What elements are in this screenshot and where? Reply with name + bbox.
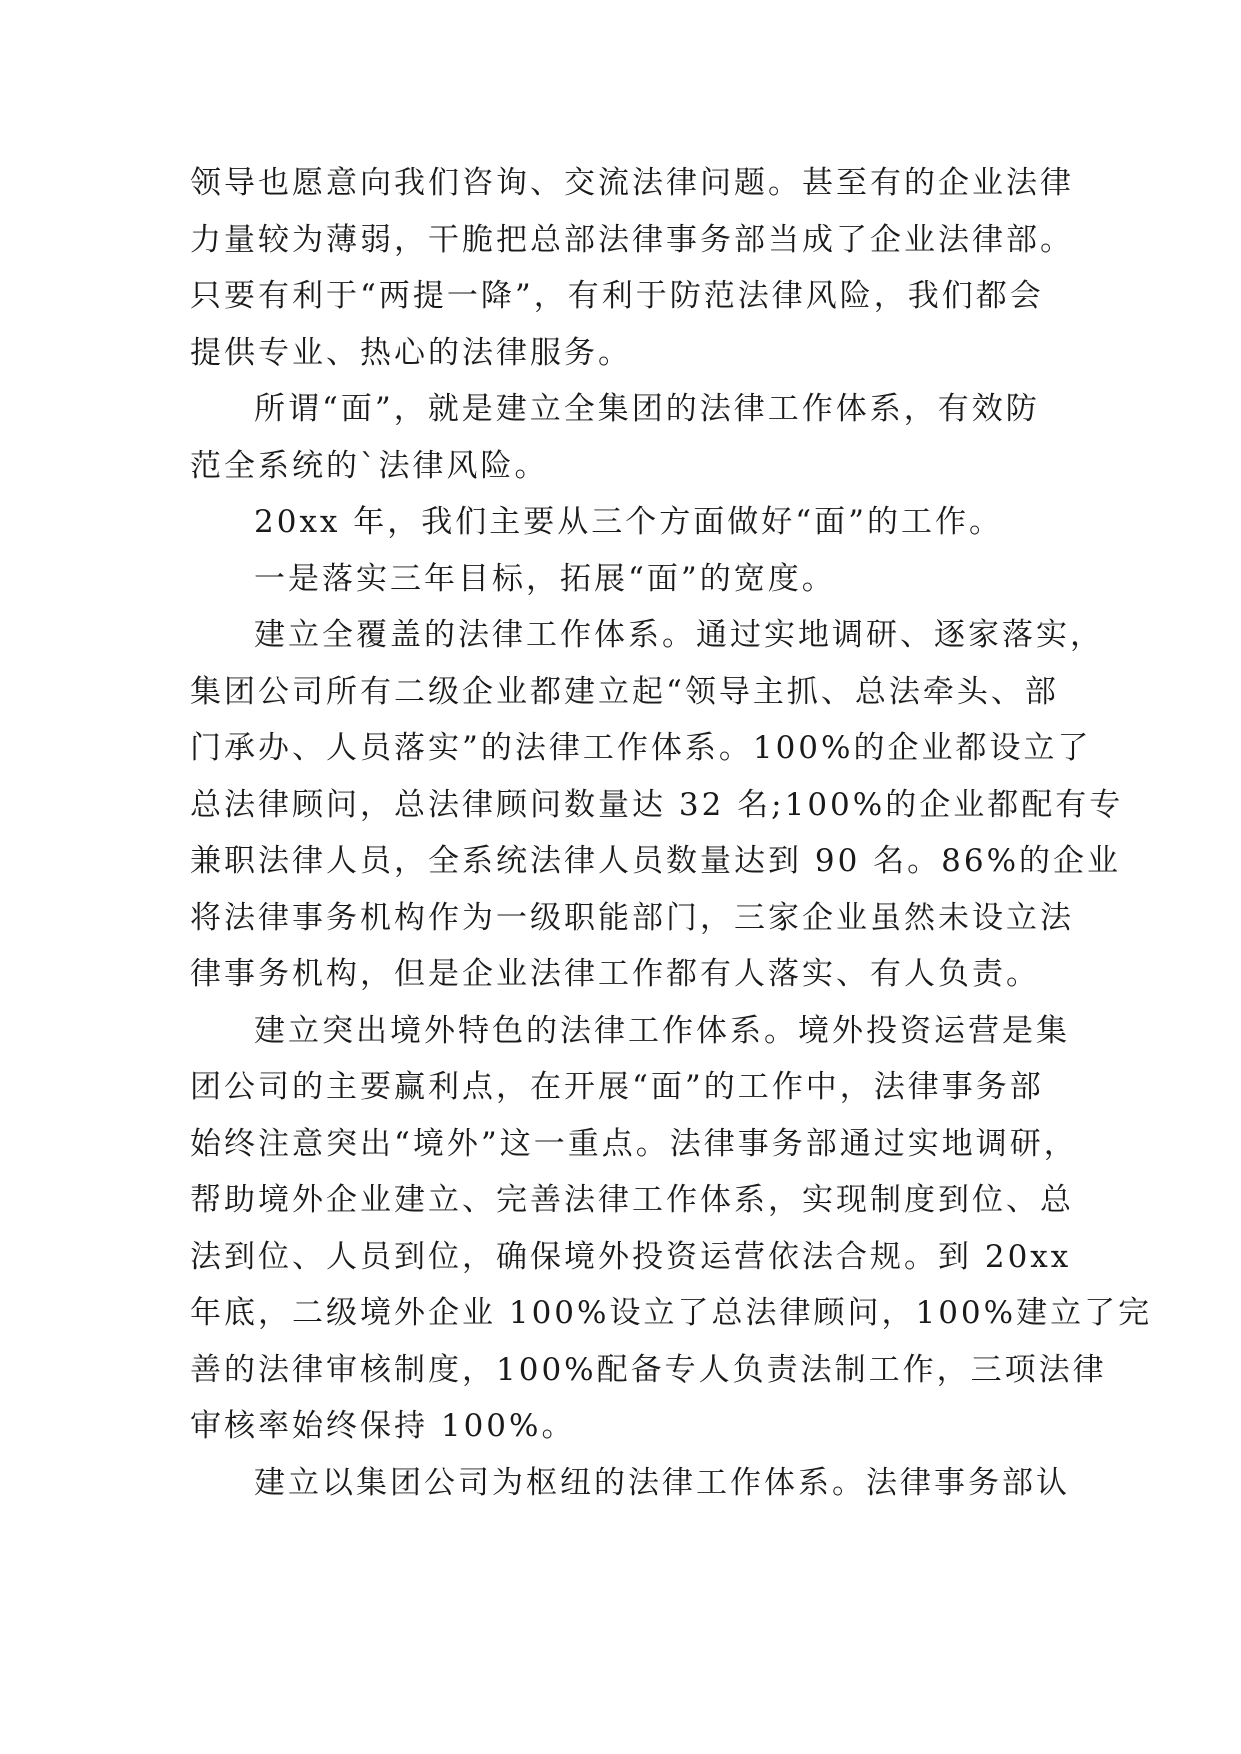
text-line: 只要有利于“两提一降”，有利于防范法律风险，我们都会	[190, 278, 1044, 314]
text-line: 提供专业、热心的法律服务。	[190, 334, 632, 371]
text-line: 兼职法律人员，全系统法律人员数量达到 90 名。86%的企业	[190, 843, 1122, 879]
paragraph	[190, 1003, 1153, 1455]
paragraph	[190, 607, 1124, 1003]
document-body	[190, 155, 1153, 1511]
paragraph	[190, 551, 1050, 608]
paragraph	[190, 494, 1050, 551]
paragraph	[190, 1455, 1070, 1512]
text-line: 审核率始终保持 100%。	[190, 1408, 576, 1444]
text-line: 门承办、人员落实”的法律工作体系。100%的企业都设立了	[190, 730, 1092, 766]
paragraph	[190, 155, 1074, 381]
text-line: 力量较为薄弱，干脆把总部法律事务部当成了企业法律部。	[190, 221, 1074, 258]
text-line: 20xx 年，我们主要从三个方面做好“面”的工作。	[254, 504, 1003, 540]
text-line: 总法律顾问，总法律顾问数量达 32 名;100%的企业都配有专	[190, 786, 1124, 823]
text-line: 领导也愿意向我们咨询、交流法律问题。甚至有的企业法律	[190, 165, 1074, 201]
text-line: 善的法律审核制度，100%配备专人负责法制工作，三项法律	[190, 1351, 1107, 1388]
text-line: 年底，二级境外企业 100%设立了总法律顾问，100%建立了完	[190, 1295, 1153, 1331]
paragraph	[190, 381, 1050, 494]
text-line: 集团公司所有二级企业都建立起“领导主抓、总法牵头、部	[190, 673, 1059, 710]
text-line: 建立全覆盖的法律工作体系。通过实地调研、逐家落实，	[254, 617, 1104, 653]
text-line: 将法律事务机构作为一级职能部门，三家企业虽然未设立法	[190, 899, 1074, 936]
text-line: 法到位、人员到位，确保境外投资运营依法合规。到 20xx	[190, 1238, 1072, 1275]
text-line: 范全系统的`法律风险。	[190, 447, 549, 484]
text-line: 始终注意突出“境外”这一重点。法律事务部通过实地调研，	[190, 1125, 1078, 1162]
text-line: 帮助境外企业建立、完善法律工作体系，实现制度到位、总	[190, 1182, 1074, 1218]
text-line: 所谓“面”，就是建立全集团的法律工作体系，有效防	[254, 391, 1040, 427]
text-line: 建立以集团公司为枢纽的法律工作体系。法律事务部认	[254, 1464, 1070, 1501]
text-line: 律事务机构，但是企业法律工作都有人落实、有人负责。	[190, 956, 1040, 992]
text-line: 建立突出境外特色的法律工作体系。境外投资运营是集	[254, 1012, 1070, 1049]
text-line: 团公司的主要赢利点，在开展“面”的工作中，法律事务部	[190, 1069, 1044, 1105]
text-line: 一是落实三年目标，拓展“面”的宽度。	[254, 560, 836, 597]
